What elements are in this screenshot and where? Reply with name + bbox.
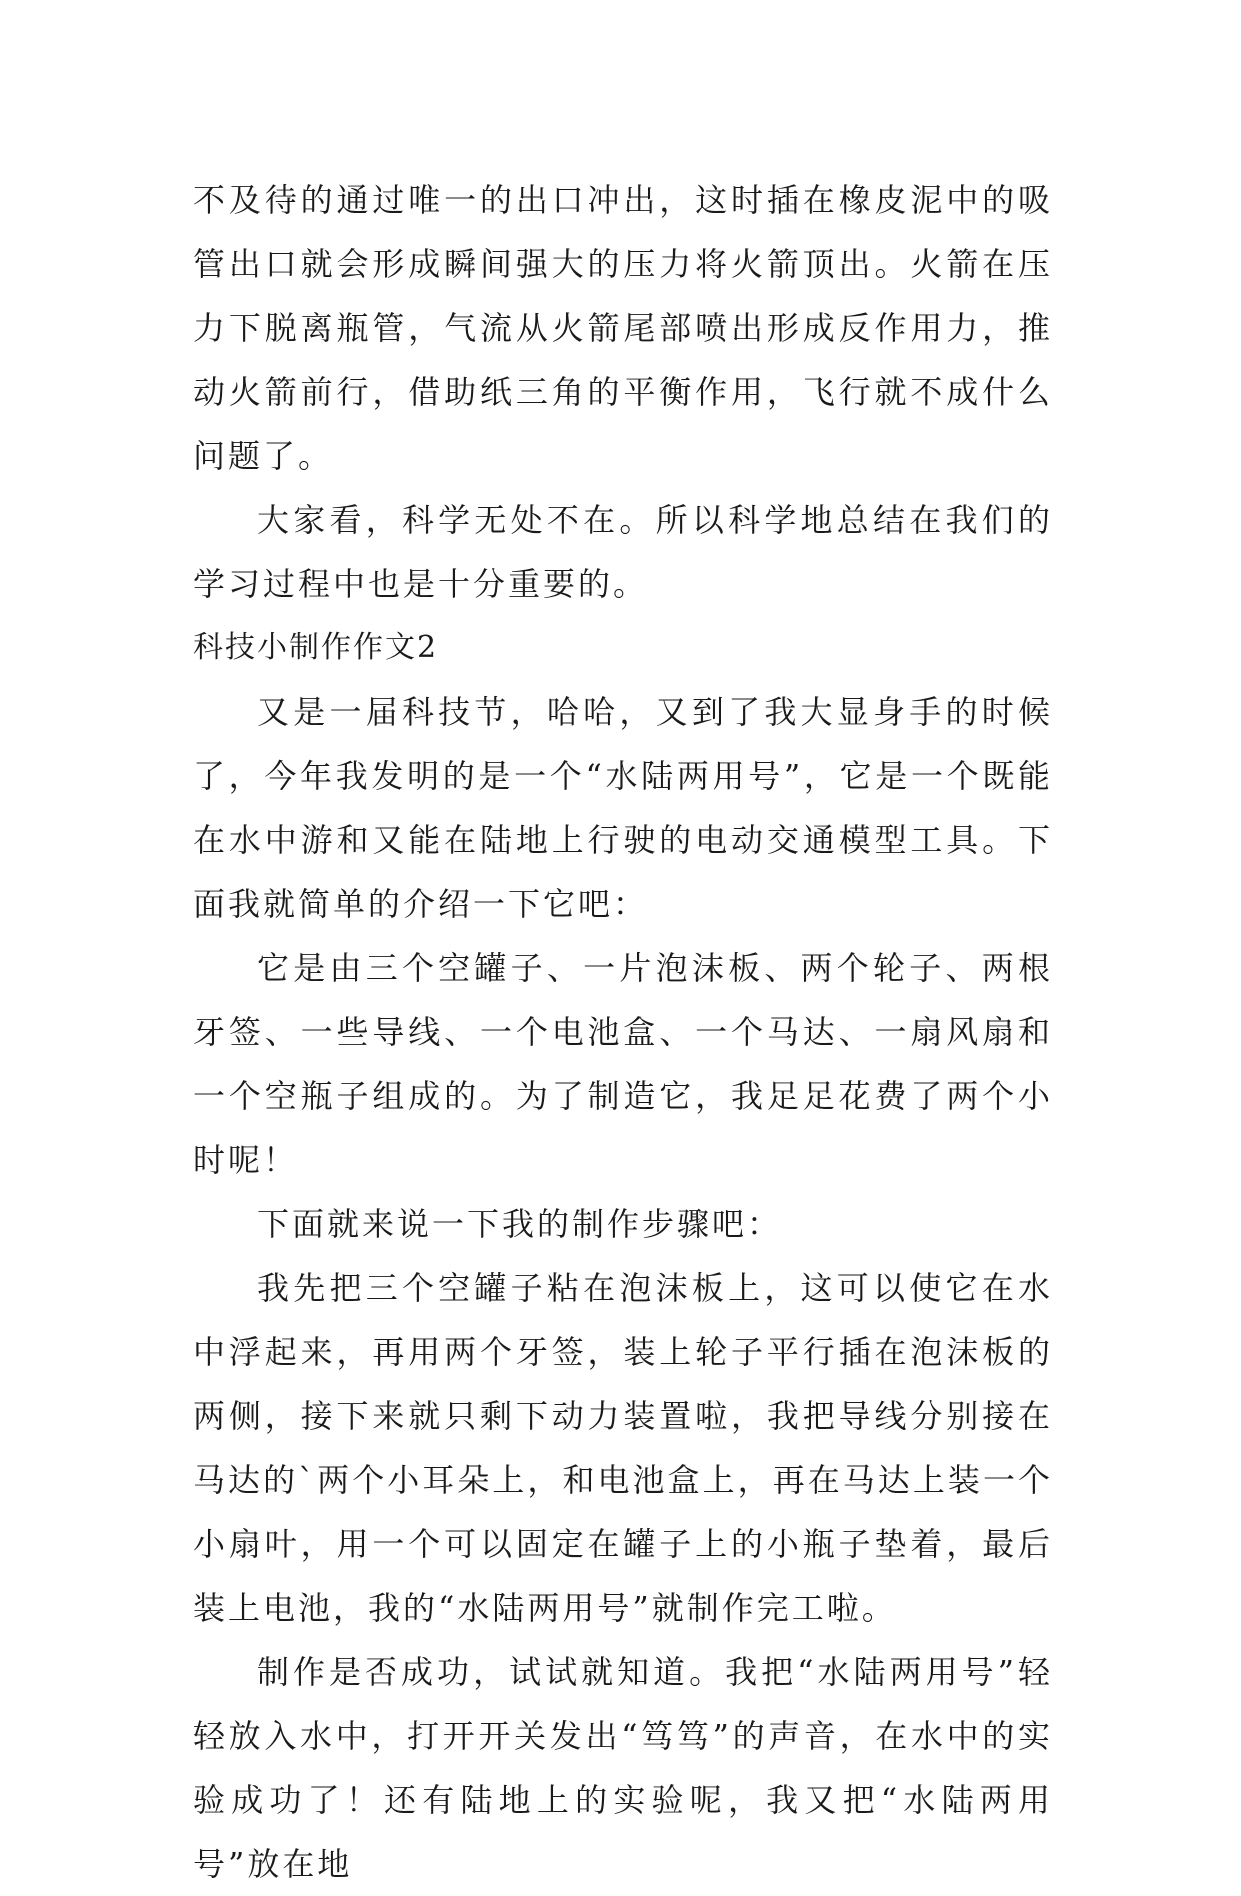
- paragraph-tech-festival-intro: 又是一届科技节，哈哈，又到了我大显身手的时候了，今年我发明的是一个“水陆两用号”，它是一个既能在水中游和又能在陆地上行驶的电动交通模型工具。下面我就简单的介绍一下它吧：: [193, 693, 1053, 923]
- paragraph-materials: 它是由三个空罐子、一片泡沫板、两个轮子、两根牙签、一些导线、一个电池盒、一个马达、一扇风扇和一个空瓶子组成的。为了制造它，我足足花费了两个小时呢！: [193, 949, 1053, 1179]
- paragraph-rocket-explanation: 不及待的通过唯一的出口冲出，这时插在橡皮泥中的吸管出口就会形成瞬间强大的压力将火箭顶出。火箭在压力下脱离瓶管，气流从火箭尾部喷出形成反作用力，推动火箭前行，借助纸三角的平衡作用，飞行就不成什么问题了。: [193, 181, 1053, 475]
- paragraph-steps-intro: 下面就来说一下我的制作步骤吧：: [257, 1205, 783, 1243]
- paragraph-testing: 制作是否成功，试试就知道。我把“水陆两用号”轻轻放入水中，打开开关发出“笃笃”的声音，在水中的实验成功了！还有陆地上的实验呢，我又把“水陆两用号”放在地: [193, 1653, 1053, 1883]
- essay-heading: 科技小制作作文2: [193, 630, 439, 665]
- paragraph-science-everywhere: 大家看，科学无处不在。所以科学地总结在我们的学习过程中也是十分重要的。: [193, 501, 1053, 603]
- document-body: [193, 168, 1053, 1896]
- paragraph-build-steps: 我先把三个空罐子粘在泡沫板上，这可以使它在水中浮起来，再用两个牙签，装上轮子平行插在泡沫板的两侧，接下来就只剩下动力装置啦，我把导线分别接在马达的`两个小耳朵上，和电池盒上，再在马达上装一个小扇叶，用一个可以固定在罐子上的小瓶子垫着，最后装上电池，我的“水陆两用号”就制作完工啦。: [193, 1269, 1053, 1627]
